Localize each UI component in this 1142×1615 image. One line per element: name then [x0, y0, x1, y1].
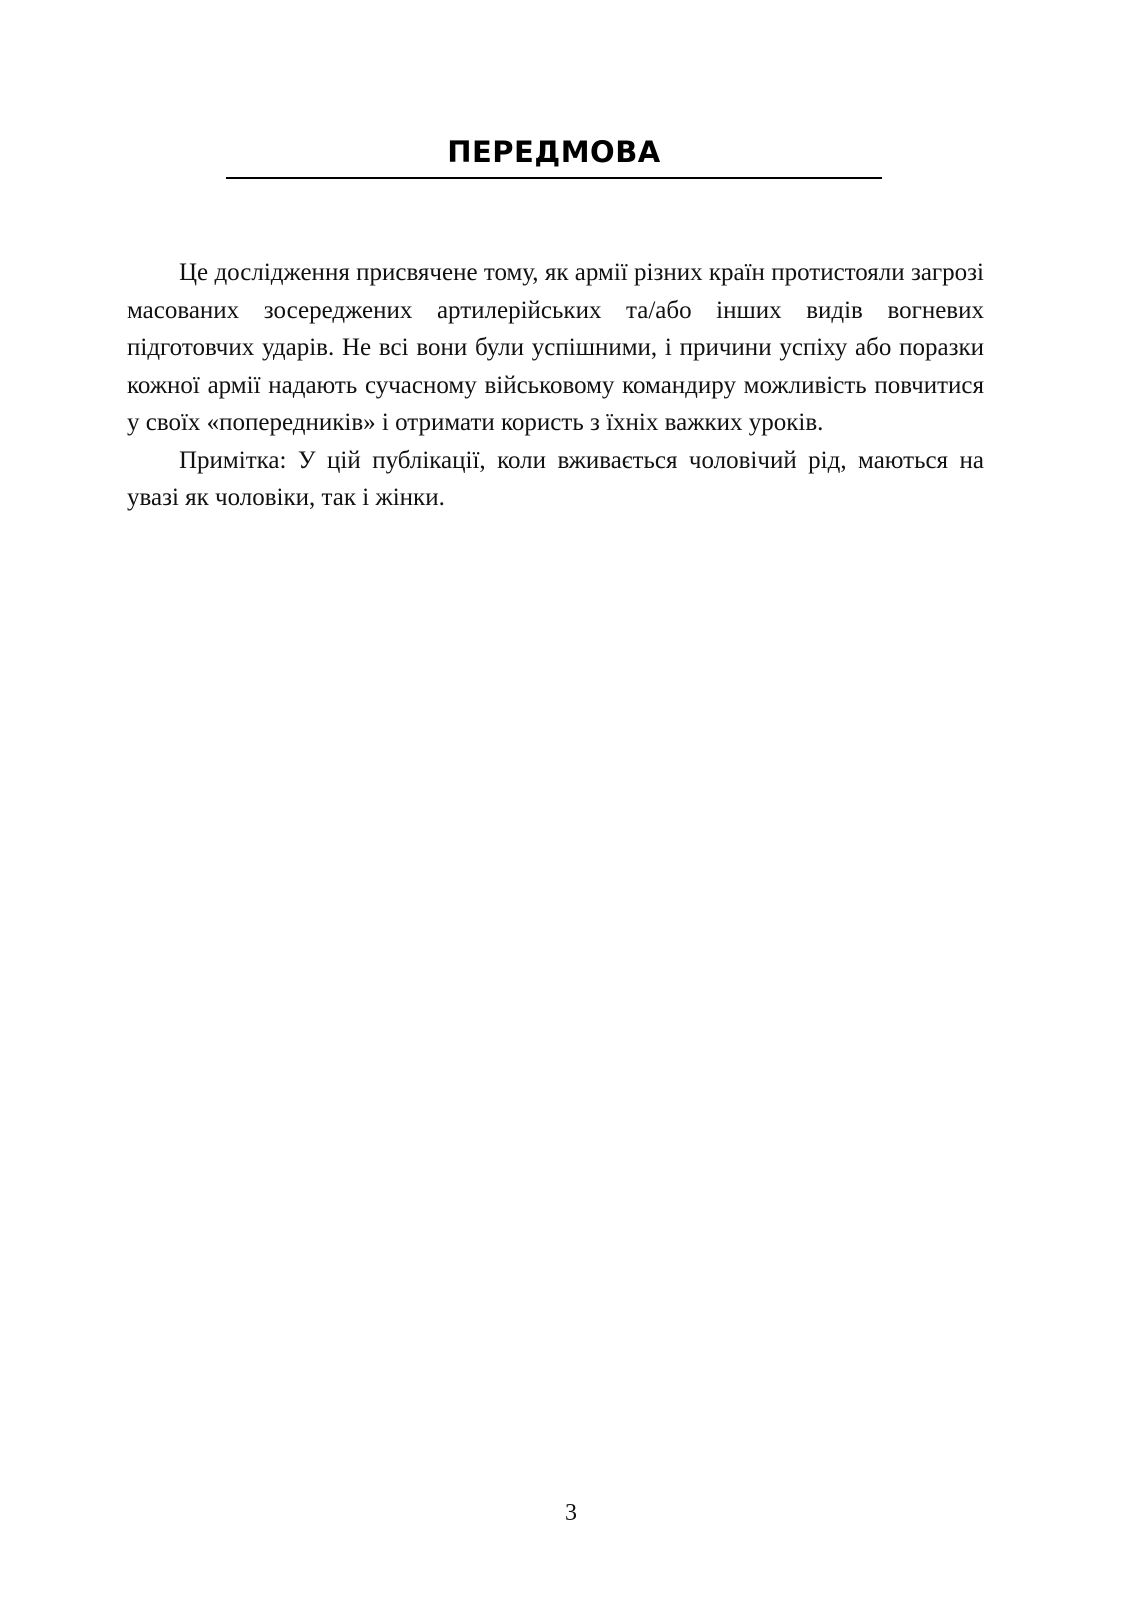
page-title: ПЕРЕДМОВА — [447, 135, 661, 169]
paragraph-note: Примітка: У цій публікації, коли вживається чоловічий рід, маються на увазі як чоловіки, так і жінки. — [127, 446, 984, 511]
paragraph-intro: Це дослідження присвячене тому, як армії різних країн протистояли загрозі масованих зосереджених артилерійських та/або інших видів вогневих підготовчих ударів. Не всі вони були успішними, і причини успіху або поразки кожної армії надають сучасному військовому командиру можливість повчитися у своїх «попередників» і отримати користь з їхніх важких уроків. — [127, 259, 984, 436]
page-number: 3 — [565, 1500, 577, 1526]
preface-body — [127, 254, 984, 517]
title-underline-divider — [226, 177, 882, 179]
